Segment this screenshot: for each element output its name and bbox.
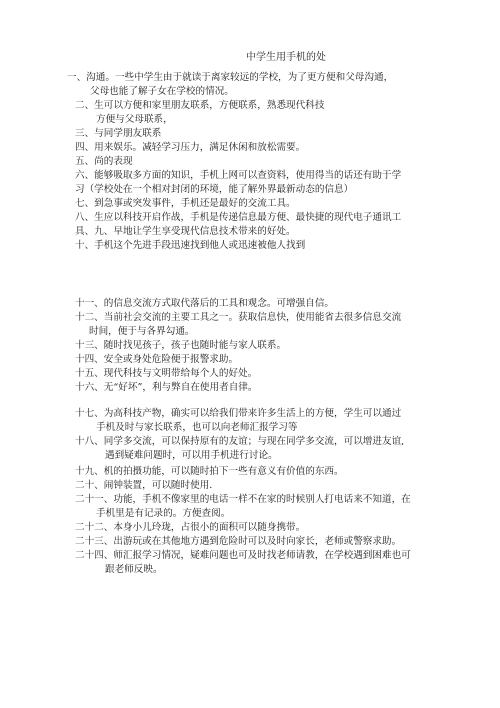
document-line: 十四、安全或身处危险便于报警求助。 (75, 354, 239, 365)
document-title: 中学生用手机的处 (246, 52, 326, 63)
document-line: 手机及时与家长联系，也可以向老师汇报学习等 (96, 422, 298, 433)
document-line: 二十一、功能，手机不像家里的电话一样不在家的时候别人打电话来不知道，在 (75, 494, 411, 505)
document-line: 方便与父母联系， (96, 114, 173, 125)
document-line: 具、九、早地让学生享受现代信息技术带来的好处。 (75, 226, 296, 237)
document-line: 八、生应以科技开启作战，手机是传递信息最方便、最快捷的现代电子通讯工 (75, 212, 402, 223)
document-line: 十二、当前社会交流的主要工具之一。获取信息快，使用能省去很多信息交流 (75, 312, 402, 323)
document-line: 六、能够吸取多方面的知识，手机上网可以查资料，使用得当的话还有助于学 (75, 170, 402, 181)
document-line: 父母也能了解子女在学校的情况。 (90, 86, 234, 97)
document-line: 四、用来娱乐。减轻学习压力，满足休闲和放松需要。 (75, 142, 306, 153)
document-line: 十六、无“好坏”，利与弊自在使用者自律。 (75, 382, 258, 393)
document-line: 三、与同学朋友联系 (75, 128, 162, 139)
document-line: 七、到急事或突发事件，手机还是最好的交流工具。 (75, 198, 296, 209)
document-line: 二十四、师汇报学习情况，疑难问题也可及时找老师请教，在学校遇到困难也可 (75, 550, 411, 561)
document-line: 十八、同学多交流，可以保持原有的友谊；与现在同学多交流，可以增进友谊, (75, 436, 405, 447)
document-line: 二、生可以方便和家里朋友联系，方便联系，熟悉现代科技 (75, 100, 325, 111)
document-line: 二十二、本身小儿玲珑，占很小的面积可以随身携带。 (75, 522, 306, 533)
document-line: 二十、闹钟装置，可以随时使用. (75, 480, 213, 491)
document-line: 习（学校处在一个相对封闭的环境，能了解外界最新动态的信息） (75, 184, 354, 195)
document-line: 十九、机的拍摄功能，可以随时拍下一些有意义有价值的东西。 (75, 466, 344, 477)
document-line: 五、尚的表现 (75, 156, 133, 167)
document-line: 十三、随时找见孩子，孩子也随时能与家人联系。 (75, 340, 287, 351)
document-line: 十一、的信息交流方式取代落后的工具和观念。可增强自信。 (75, 298, 335, 309)
document-line: 十七、为高科技产物，确实可以给我们带来许多生活上的方便，学生可以通过 (75, 408, 402, 419)
document-line: 二十三、出游玩或在其他地方遇到危险时可以及时向家长，老师或警察求助。 (75, 536, 402, 547)
document-line: 十、手机这个先进手段迅速找到他人或迅速被他人找到 (75, 240, 306, 251)
document-line: 遇到疑难问题时，可以用手机进行讨论。 (105, 450, 278, 461)
document-line: 跟老师反映。 (105, 564, 163, 575)
document-line: 十五、现代科技与文明带给每个人的好处。 (75, 368, 258, 379)
document-line: 一、沟通。一些中学生由于就读于离家较远的学校，为了更方便和父母沟通， (67, 72, 394, 83)
document-line: 手机里是有记录的。方便查阅。 (96, 508, 231, 519)
document-line: 时间，便于与各界勾通。 (89, 326, 195, 337)
